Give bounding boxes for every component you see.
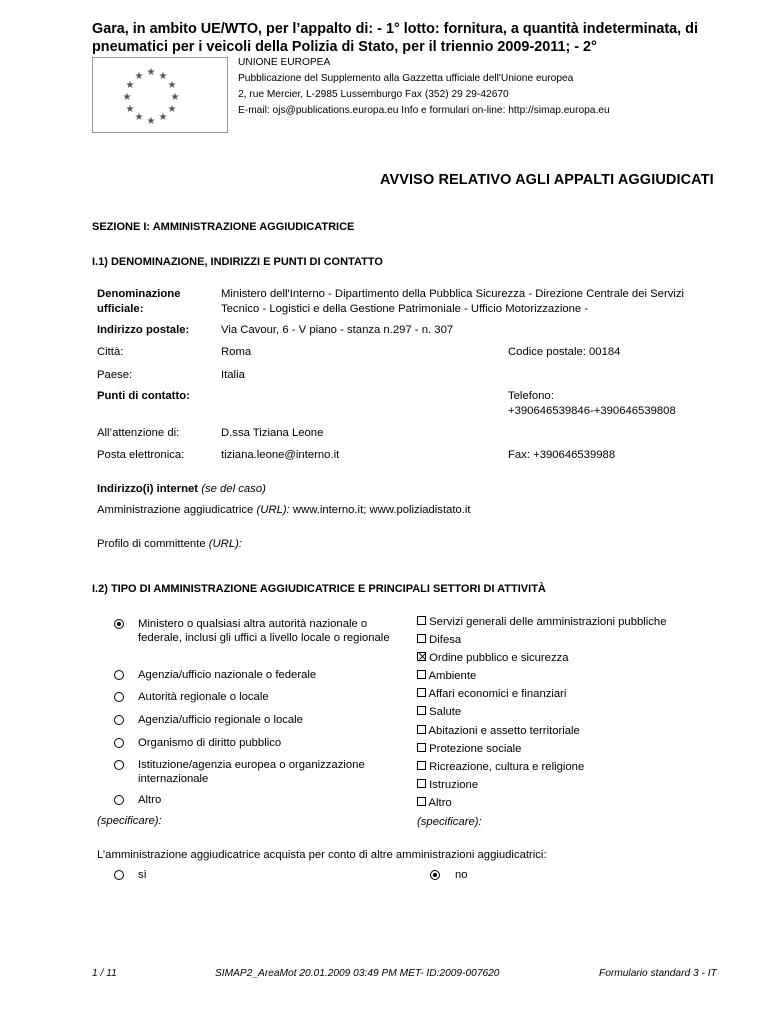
- sector-row-10[interactable]: [417, 796, 452, 810]
- posta-label: Posta elettronica:: [97, 449, 185, 461]
- codice-postale: Codice postale: 00184: [508, 346, 621, 358]
- radio-icon[interactable]: [114, 870, 124, 880]
- telefono-value: +390646539846-+390646539808: [508, 405, 676, 417]
- checkbox-checked-icon[interactable]: [417, 652, 426, 661]
- indirizzo-value: Via Cavour, 6 - V piano - stanza n.297 - n. 307: [221, 324, 454, 336]
- citta-value: Roma: [221, 346, 252, 358]
- sector-label-0: Servizi generali delle amministrazioni pubbliche: [429, 616, 667, 628]
- eu-header-info: [238, 55, 610, 119]
- fax-value: Fax: +390646539988: [508, 449, 616, 461]
- sector-label-6: Abitazioni e assetto territoriale: [428, 725, 580, 737]
- indirizzo-label: Indirizzo postale:: [97, 324, 190, 336]
- svg-text:★: ★: [125, 80, 135, 91]
- eu-header-line4: E-mail: ojs@publications.europa.eu Info e formulari on-line: http://simap.europa.eu: [238, 105, 610, 116]
- checkbox-icon[interactable]: [417, 706, 426, 715]
- checkbox-icon[interactable]: [417, 761, 426, 770]
- attenzione-label: All’attenzione di:: [97, 427, 180, 439]
- type-label-6: Altro: [138, 794, 162, 806]
- radio-icon[interactable]: [114, 760, 124, 770]
- svg-text:★: ★: [146, 116, 156, 127]
- attenzione-value: D.ssa Tiziana Leone: [221, 427, 324, 439]
- radio-selected-icon[interactable]: [114, 619, 124, 629]
- svg-text:★: ★: [125, 104, 135, 115]
- sector-row-6[interactable]: [417, 724, 580, 738]
- denominazione-value: Ministero dell'Interno - Dipartimento della Pubblica Sicurezza - Direzione Centrale dei Servizi Tecnico - Logistici e della Gestione Patrimoniale - Ufficio Motorizzazione -: [221, 288, 685, 315]
- profilo-row: [97, 537, 242, 552]
- document-title: Gara, in ambito UE/WTO, per l’appalto di: - 1° lotto: fornitura, a quantità indeterminata, di pneumatici per i veicoli della Polizia di Stato, per il triennio 2009-2011; - 2°: [92, 21, 698, 55]
- sector-row-1[interactable]: [417, 633, 461, 647]
- type-label-1: Agenzia/ufficio nazionale o federale: [138, 669, 317, 681]
- sector-row-0[interactable]: [417, 615, 667, 629]
- sector-label-9: Istruzione: [429, 779, 479, 791]
- type-radio-3[interactable]: [114, 715, 124, 729]
- radio-icon[interactable]: [114, 670, 124, 680]
- purchase-question: L’amministrazione aggiudicatrice acquista per conto di altre amministrazioni aggiudicatrici:: [97, 849, 547, 861]
- checkbox-icon[interactable]: [417, 616, 426, 625]
- citta-label: Città:: [97, 346, 124, 358]
- section-1-1-title: I.1) DENOMINAZIONE, INDIRIZZI E PUNTI DI CONTATTO: [92, 256, 383, 268]
- section-1-2-title: I.2) TIPO DI AMMINISTRAZIONE AGGIUDICATRICE E PRINCIPALI SETTORI DI ATTIVITÀ: [92, 583, 546, 595]
- purchase-no-label: no: [455, 869, 468, 881]
- sector-row-7[interactable]: [417, 742, 521, 756]
- svg-text:★: ★: [134, 71, 144, 82]
- paese-label: Paese:: [97, 369, 133, 381]
- checkbox-icon[interactable]: [417, 743, 426, 752]
- svg-text:★: ★: [122, 92, 132, 103]
- eu-header-line2: Pubblicazione del Supplemento alla Gazzetta ufficiale dell'Unione europea: [238, 73, 574, 84]
- type-radio-0[interactable]: [114, 619, 124, 633]
- punti-contatto-label: Punti di contatto:: [97, 390, 190, 402]
- purchase-no-radio[interactable]: [430, 870, 440, 884]
- sector-row-9[interactable]: [417, 778, 478, 792]
- footer-document-id: SIMAP2_AreaMot 20.01.2009 03:49 PM MET- ID:2009-007620: [215, 968, 500, 979]
- radio-icon[interactable]: [114, 795, 124, 805]
- internet-heading-label: Indirizzo(i) internet: [97, 483, 199, 495]
- type-radio-6[interactable]: [114, 795, 124, 809]
- purchase-yes-radio[interactable]: [114, 870, 124, 884]
- type-label-0: Ministero o qualsiasi altra autorità nazionale o federale, inclusi gli uffici a livello locale o regionale: [138, 618, 390, 644]
- profilo-label: Profilo di committente: [97, 538, 206, 550]
- type-label-4: Organismo di diritto pubblico: [138, 737, 282, 749]
- purchase-yes-label: sì: [138, 869, 147, 881]
- sector-label-3: Ambiente: [428, 670, 477, 682]
- footer-form-type: Formulario standard 3 - IT: [599, 968, 717, 979]
- eu-stars-icon: [93, 58, 227, 132]
- eu-header-line3: 2, rue Mercier, L-2985 Lussemburgo Fax (352) 29 29-42670: [238, 89, 509, 100]
- internet-heading: [97, 482, 266, 497]
- sector-label-2: Ordine pubblico e sicurezza: [429, 652, 569, 664]
- svg-text:★: ★: [146, 67, 156, 78]
- paese-value: Italia: [221, 369, 245, 381]
- checkbox-icon[interactable]: [417, 725, 426, 734]
- radio-selected-icon[interactable]: [430, 870, 440, 880]
- type-radio-2[interactable]: [114, 692, 124, 706]
- sector-row-2[interactable]: [417, 651, 569, 665]
- type-radio-4[interactable]: [114, 738, 124, 752]
- denominazione-label: Denominazione ufficiale:: [97, 288, 181, 315]
- profilo-url-tag: (URL):: [208, 538, 243, 550]
- amm-url-value[interactable]: www.interno.it; www.poliziadistato.it: [292, 504, 471, 516]
- types-specify: (specificare):: [97, 815, 162, 827]
- svg-text:★: ★: [158, 71, 168, 82]
- checkbox-icon[interactable]: [417, 670, 426, 679]
- footer-page-number: 1 / 11: [92, 968, 117, 979]
- type-label-2: Autorità regionale o locale: [138, 691, 269, 703]
- type-label-3: Agenzia/ufficio regionale o locale: [138, 714, 303, 726]
- checkbox-icon[interactable]: [417, 634, 426, 643]
- svg-text:★: ★: [134, 112, 144, 123]
- svg-text:★: ★: [158, 112, 168, 123]
- sector-label-4: Affari economici e finanziari: [428, 688, 567, 700]
- amm-url-label: Amministrazione aggiudicatrice: [97, 504, 254, 516]
- type-label-5: Istituzione/agenzia europea o organizzazione internazionale: [138, 759, 365, 785]
- radio-icon[interactable]: [114, 715, 124, 725]
- checkbox-icon[interactable]: [417, 688, 426, 697]
- sector-row-3[interactable]: [417, 669, 476, 683]
- sectors-specify: (specificare):: [417, 816, 482, 828]
- sector-label-5: Salute: [429, 706, 462, 718]
- sector-label-8: Ricreazione, cultura e religione: [429, 761, 585, 773]
- sector-row-8[interactable]: [417, 760, 584, 774]
- sector-label-1: Difesa: [429, 634, 462, 646]
- amm-url-tag: (URL):: [256, 504, 290, 516]
- checkbox-icon[interactable]: [417, 797, 426, 806]
- amm-url-row: [97, 503, 471, 518]
- radio-icon[interactable]: [114, 692, 124, 702]
- svg-text:★: ★: [167, 104, 177, 115]
- svg-text:★: ★: [170, 92, 180, 103]
- eu-header-line1: UNIONE EUROPEA: [238, 57, 331, 68]
- telefono-label: Telefono:: [508, 390, 554, 402]
- notice-title: AVVISO RELATIVO AGLI APPALTI AGGIUDICATI: [380, 172, 714, 188]
- radio-icon[interactable]: [114, 738, 124, 748]
- sector-label-7: Protezione sociale: [429, 743, 522, 755]
- sector-row-4[interactable]: [417, 687, 566, 701]
- eu-flag-logo: [92, 57, 228, 133]
- posta-value[interactable]: tiziana.leone@interno.it: [221, 449, 340, 461]
- sector-row-5[interactable]: [417, 705, 461, 719]
- sector-label-10: Altro: [428, 797, 452, 809]
- svg-text:★: ★: [167, 80, 177, 91]
- type-radio-1[interactable]: [114, 670, 124, 684]
- section-1-title: SEZIONE I: AMMINISTRAZIONE AGGIUDICATRICE: [92, 221, 355, 233]
- checkbox-icon[interactable]: [417, 779, 426, 788]
- type-radio-5[interactable]: [114, 760, 124, 774]
- internet-heading-note: (se del caso): [201, 483, 266, 495]
